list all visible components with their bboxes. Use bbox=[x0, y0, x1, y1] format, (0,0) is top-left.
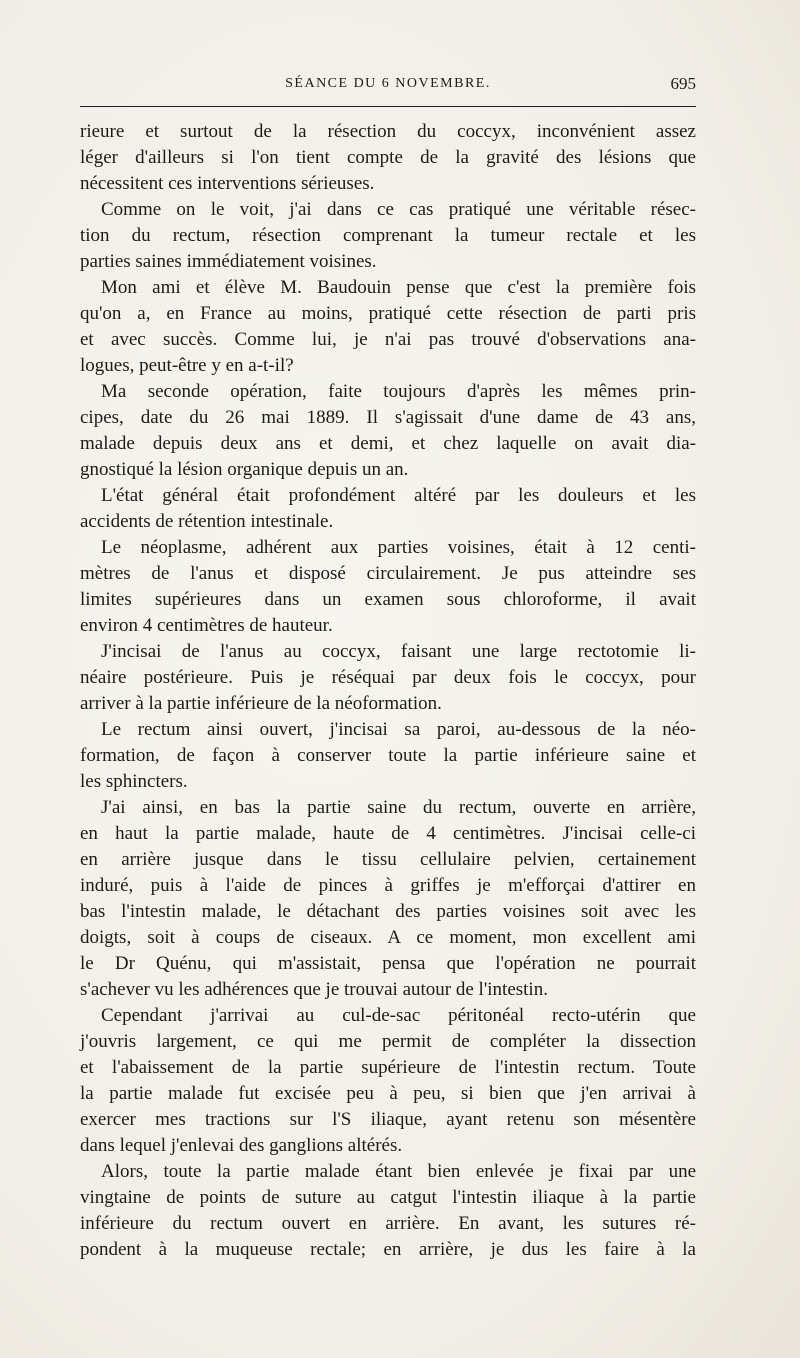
paragraph bbox=[80, 379, 696, 483]
paragraph bbox=[80, 1159, 696, 1263]
text-line: Le néoplasme, adhérent aux parties voisines, était à 12 centi- bbox=[101, 537, 696, 558]
text-line: Ma seconde opération, faite toujours d'après les mêmes prin- bbox=[101, 381, 696, 402]
text-line: Le rectum ainsi ouvert, j'incisai sa paroi, au-dessous de la néo- bbox=[101, 719, 696, 740]
paragraph bbox=[80, 639, 696, 717]
text-line: J'incisai de l'anus au coccyx, faisant une large rectotomie li- bbox=[101, 641, 696, 662]
text-line: environ 4 centimètres de hauteur. bbox=[80, 615, 333, 636]
paragraph bbox=[80, 119, 696, 197]
text-line: le Dr Quénu, qui m'assistait, pensa que l'opération ne pourrait bbox=[80, 953, 696, 974]
text-line: doigts, soit à coups de ciseaux. A ce moment, mon excellent ami bbox=[80, 927, 696, 948]
paragraph bbox=[80, 197, 696, 275]
text-line: léger d'ailleurs si l'on tient compte de la gravité des lésions que bbox=[80, 147, 696, 168]
text-line: en arrière jusque dans le tissu cellulaire pelvien, certainement bbox=[80, 849, 696, 870]
text-line: logues, peut-être y en a-t-il? bbox=[80, 355, 294, 376]
text-line: Comme on le voit, j'ai dans ce cas pratiqué une véritable résec- bbox=[101, 199, 696, 220]
text-line: les sphincters. bbox=[80, 771, 188, 792]
text-line: J'ai ainsi, en bas la partie saine du rectum, ouverte en arrière, bbox=[101, 797, 696, 818]
text-line: Cependant j'arrivai au cul-de-sac péritonéal recto-utérin que bbox=[101, 1005, 696, 1026]
text-line: arriver à la partie inférieure de la néoformation. bbox=[80, 693, 442, 714]
text-line: qu'on a, en France au moins, pratiqué cette résection de parti pris bbox=[80, 303, 696, 324]
text-line: Alors, toute la partie malade étant bien enlevée je fixai par une bbox=[101, 1161, 696, 1182]
text-line: limites supérieures dans un examen sous chloroforme, il avait bbox=[80, 589, 696, 610]
header-rule bbox=[80, 106, 696, 107]
paragraph bbox=[80, 717, 696, 795]
text-line: formation, de façon à conserver toute la partie inférieure saine et bbox=[80, 745, 696, 766]
paragraph bbox=[80, 483, 696, 535]
text-line: pondent à la muqueuse rectale; en arrière, je dus les faire à la bbox=[80, 1239, 696, 1260]
page-number: 695 bbox=[670, 74, 696, 93]
text-line: néaire postérieure. Puis je réséquai par deux fois le coccyx, pour bbox=[80, 667, 696, 688]
text-line: gnostiqué la lésion organique depuis un an. bbox=[80, 459, 409, 480]
text-line: induré, puis à l'aide de pinces à griffes je m'efforçai d'attirer en bbox=[80, 875, 696, 896]
text-line: j'ouvris largement, ce qui me permit de compléter la dissection bbox=[80, 1031, 696, 1052]
paragraph bbox=[80, 275, 696, 379]
text-line: et l'abaissement de la partie supérieure de l'intestin rectum. Toute bbox=[80, 1057, 696, 1078]
text-line: accidents de rétention intestinale. bbox=[80, 511, 334, 532]
text-line: en haut la partie malade, haute de 4 centimètres. J'incisai celle-ci bbox=[80, 823, 696, 844]
text-line: inférieure du rectum ouvert en arrière. En avant, les sutures ré- bbox=[80, 1213, 696, 1234]
text-line: rieure et surtout de la résection du coccyx, inconvénient assez bbox=[80, 121, 696, 142]
text-line: dans lequel j'enlevai des ganglions altérés. bbox=[80, 1135, 403, 1156]
text-line: L'état général était profondément altéré par les douleurs et les bbox=[101, 485, 696, 506]
text-line: cipes, date du 26 mai 1889. Il s'agissait d'une dame de 43 ans, bbox=[80, 407, 696, 428]
body-text bbox=[80, 119, 696, 1263]
text-line: la partie malade fut excisée peu à peu, si bien que j'en arrivai à bbox=[80, 1083, 696, 1104]
paragraph bbox=[80, 795, 696, 1003]
text-line: exercer mes tractions sur l'S iliaque, ayant retenu son mésentère bbox=[80, 1109, 696, 1130]
text-line: et avec succès. Comme lui, je n'ai pas trouvé d'observations ana- bbox=[80, 329, 696, 350]
paragraph bbox=[80, 1003, 696, 1159]
text-line: Mon ami et élève M. Baudouin pense que c'est la première fois bbox=[101, 277, 696, 298]
text-line: parties saines immédiatement voisines. bbox=[80, 251, 377, 272]
text-line: bas l'intestin malade, le détachant des parties voisines soit avec les bbox=[80, 901, 696, 922]
text-line: s'achever vu les adhérences que je trouvai autour de l'intestin. bbox=[80, 979, 548, 1000]
text-line: mètres de l'anus et disposé circulairement. Je pus atteindre ses bbox=[80, 563, 696, 584]
text-line: vingtaine de points de suture au catgut l'intestin iliaque à la partie bbox=[80, 1187, 696, 1208]
running-title: SÉANCE DU 6 NOVEMBRE. bbox=[285, 76, 491, 91]
text-line: malade depuis deux ans et demi, et chez laquelle on avait dia- bbox=[80, 433, 696, 454]
paragraph bbox=[80, 535, 696, 639]
text-line: tion du rectum, résection comprenant la tumeur rectale et les bbox=[80, 225, 696, 246]
text-line: nécessitent ces interventions sérieuses. bbox=[80, 173, 375, 194]
page-header bbox=[80, 72, 696, 100]
